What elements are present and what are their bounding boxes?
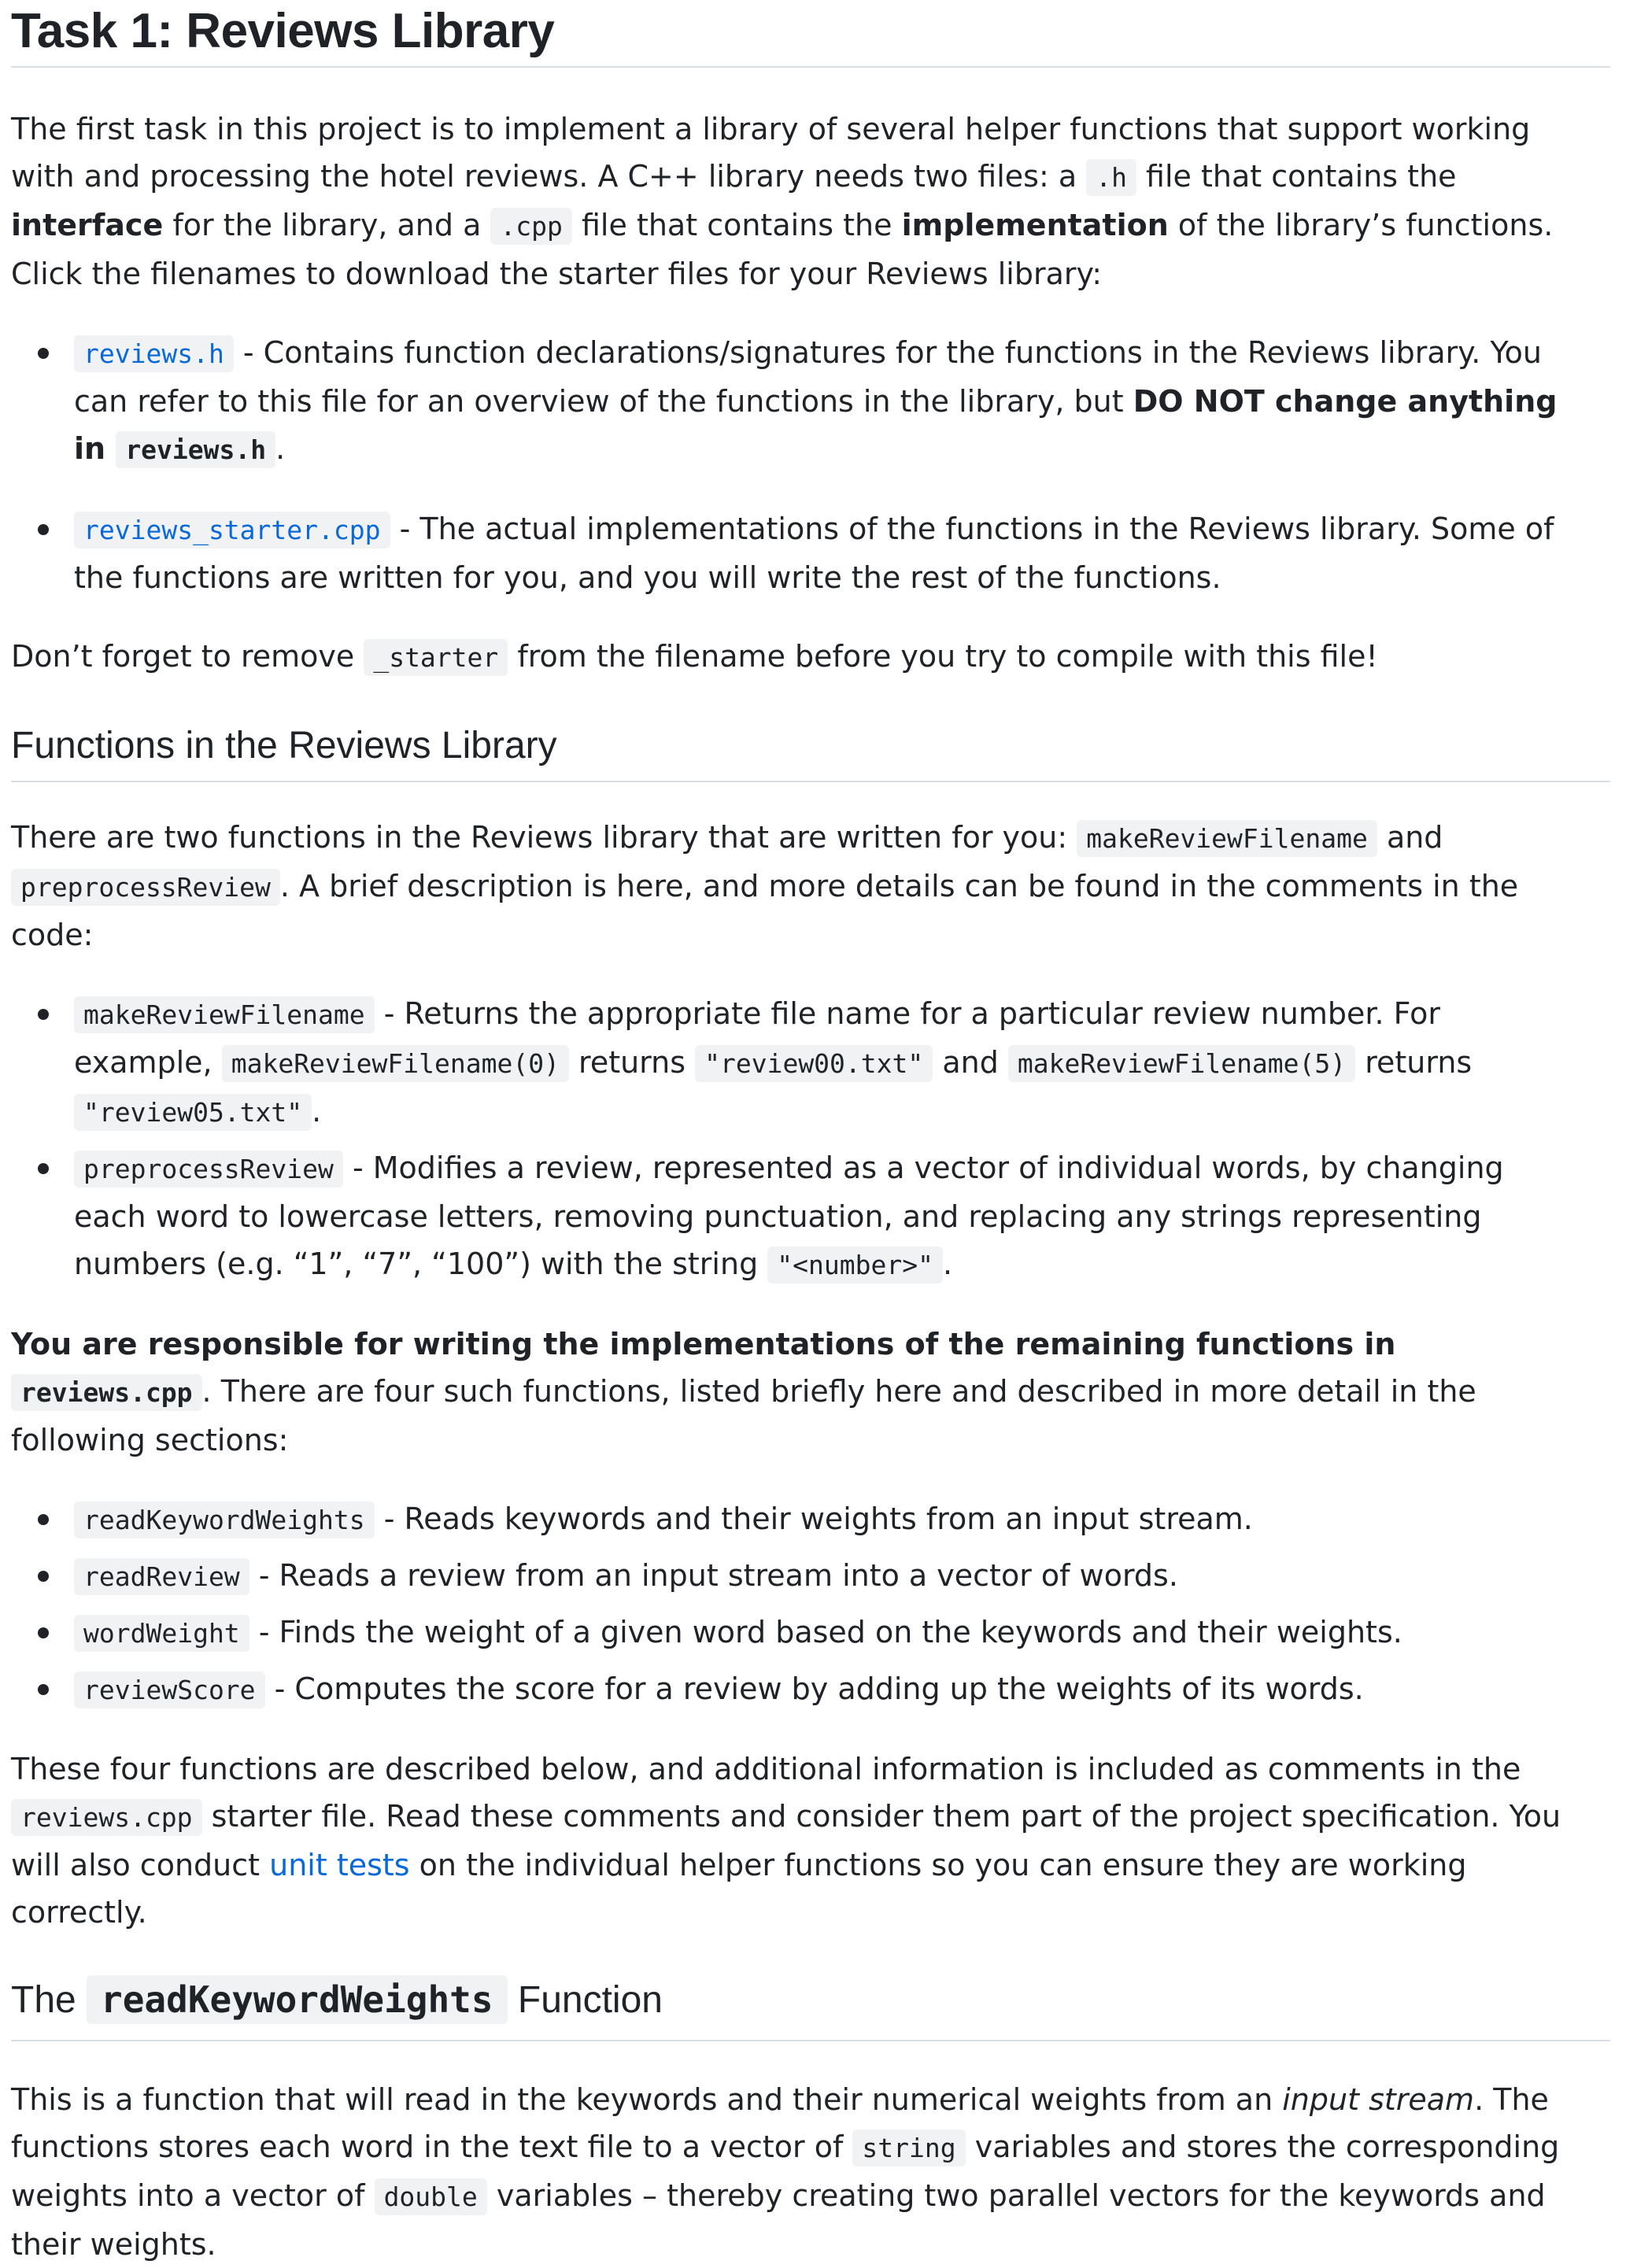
list-item: preprocessReview - Modifies a review, represented as a vector of individual words, by changing each word to lowercase letters, removing punctuation, and replacing any strings representing numbers (e.g. “1”, “7”, “100”) with the string "<number>" . [74,1144,1576,1289]
description-paragraph: These four functions are described below, and additional information is included as comments in the reviews.cpp starter file. Read these comments and consider them part of the project specification. You will also conduct unit tests on the individual helper functions so you can ensure they are working correctly. [11,1752,1561,1930]
interface-term: interface [11,208,164,242]
reviews-h-download-link[interactable]: reviews.h [74,335,234,372]
list-item: readReview - Reads a review from an input stream into a vector of words. [74,1552,1576,1601]
reviews-starter-download-link[interactable]: reviews_starter.cpp [74,512,390,549]
reviews-h-code: reviews.h [116,431,275,468]
readkeywordweights-paragraph: This is a function that will read in the keywords and their numerical weights from an input stream. The functions stores each word in the text file to a vector of string variables and stores the corresponding weights into a vector of double variables – thereby creating two parallel vectors for the keywords and their weights. [11,2082,1560,2262]
bullet-icon [38,1627,49,1638]
functions-intro-paragraph: There are two functions in the Reviews library that are written for you: makeReviewFilename and preprocessReview . A brief description is here, and more details can be found in the comments in the code: [11,820,1519,952]
section-heading-functions: Functions in the Reviews Library [11,724,1610,782]
section-heading-readkeywordweights: The readKeywordWeights Function [11,1978,1610,2041]
starter-files-list [11,329,1576,601]
list-item: reviews_starter.cpp - The actual implementations of the functions in the Reviews library. Some of the functions are written for you, and you will write the rest of the functions. [74,505,1576,601]
starter-code: _starter [364,639,508,676]
code-h: .h [1086,159,1136,196]
bullet-icon [38,1684,49,1695]
bullet-icon [38,1571,49,1582]
list-item: makeReviewFilename - Returns the appropriate file name for a particular review number. For example, makeReviewFilename(0) returns "review00.txt" and makeReviewFilename(5) returns "review05.txt" . [74,990,1576,1136]
intro-paragraph: The first task in this project is to implement a library of several helper functions that support working with and processing the hotel reviews. A C++ library needs two files: a .h file that contains the interface for the library, and a .cpp file that contains the implementation of the library’s functions. Click the filenames to download the starter files for your Reviews library: [11,112,1554,291]
page-title: Task 1: Reviews Library [11,0,1610,68]
bullet-icon [38,348,49,359]
code-cpp: .cpp [490,208,571,245]
list-item: wordWeight - Finds the weight of a given word based on the keywords and their weights. [74,1609,1576,1657]
bullet-icon [38,524,49,535]
remaining-functions-list [11,1495,1576,1714]
responsibility-paragraph: You are responsible for writing the implementations of the remaining functions in reviews.cpp . There are four such functions, listed briefly here and described in more detail in the following sections: [11,1327,1476,1457]
provided-functions-list [11,990,1576,1289]
list-item: readKeywordWeights - Reads keywords and their weights from an input stream. [74,1495,1576,1544]
bullet-icon [38,1514,49,1525]
remove-starter-note: Don’t forget to remove _starter from the filename before you try to compile with this file! [11,633,1576,682]
list-item: reviewScore - Computes the score for a review by adding up the weights of its words. [74,1665,1576,1714]
implementation-term: implementation [901,208,1169,242]
list-item: reviews.h - Contains function declarations/signatures for the functions in the Reviews library. You can refer to this file for an overview of the functions in the library, but DO NOT change anything in reviews.h . [74,329,1576,474]
bullet-icon [38,1009,49,1020]
bullet-icon [38,1163,49,1174]
unit-tests-link[interactable]: unit tests [269,1848,410,1882]
